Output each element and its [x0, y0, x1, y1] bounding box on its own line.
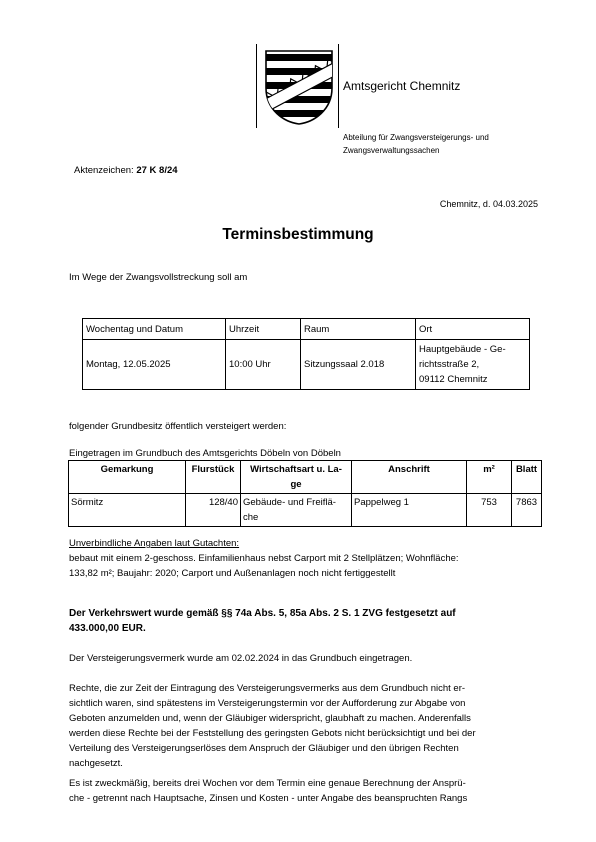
file-number-value: 27 K 8/24 [136, 165, 178, 176]
art-header-line1: Wirtschaftsart u. La- [250, 464, 342, 475]
art-header [241, 461, 352, 494]
appointment-room: Sitzungssaal 2.018 [301, 340, 416, 390]
col-date-header: Wochentag und Datum [83, 319, 226, 340]
appointment-date: Montag, 12.05.2025 [83, 340, 226, 390]
value-line2: 433.000,00 EUR. [69, 623, 146, 634]
court-name: Amtsgericht Chemnitz [343, 79, 461, 93]
col-time-header: Uhrzeit [226, 319, 301, 340]
rights-line: Verteilung des Versteigerungserlöses dem Anspruch der Gläubiger und den übrigen Rechten [69, 743, 459, 754]
expert-line2: 133,82 m²; Baujahr: 2020; Carport und Außenanlagen noch nicht fertiggestellt [69, 568, 396, 579]
advice-line: che - getrennt nach Hauptsache, Zinsen und Kosten - unter Angabe des beanspruchten Rangs [69, 793, 468, 804]
appointment-header-row [83, 319, 530, 340]
value-line1: Der Verkehrswert wurde gemäß §§ 74a Abs. 5, 85a Abs. 2 S. 1 ZVG festgesetzt auf [69, 608, 456, 619]
header-divider-right [338, 44, 339, 128]
gemarkung-value: Sörmitz [69, 494, 186, 527]
expert-section [69, 536, 541, 581]
art-header-line2: ge [290, 479, 302, 490]
department-line2: Zwangsverwaltungssachen [343, 145, 440, 155]
col-room-header: Raum [301, 319, 416, 340]
registration-note: Der Versteigerungsvermerk wurde am 02.02.2024 in das Grundbuch eingetragen. [69, 653, 413, 664]
property-header-row [69, 461, 542, 494]
appointment-place [416, 340, 530, 390]
market-value-statement [69, 606, 541, 636]
rights-line: nachgesetzt. [69, 758, 123, 769]
advice-line: Es ist zweckmäßig, bereits drei Wochen vor dem Termin eine genaue Berechnung der Ansprü- [69, 778, 466, 789]
flurstueck-header: Flurstück [186, 461, 241, 494]
place-line3: 09112 Chemnitz [419, 374, 488, 385]
flurstueck-value: 128/40 [186, 494, 241, 527]
department [343, 132, 489, 157]
expert-heading: Unverbindliche Angaben laut Gutachten: [69, 538, 240, 549]
place-line1: Hauptgebäude - Ge- [419, 344, 506, 355]
rights-line: werden diese Rechte bei der Feststellung des geringsten Gebots nicht berücksichtigt und bei der [69, 728, 476, 739]
department-line1: Abteilung für Zwangsversteigerungs- und [343, 133, 489, 142]
blatt-value: 7863 [512, 494, 542, 527]
document-title: Terminsbestimmung [222, 226, 374, 243]
art-value [241, 494, 352, 527]
col-place-header: Ort [416, 319, 530, 340]
intro-text: Im Wege der Zwangsvollstreckung soll am [69, 272, 248, 283]
place-line2: richtsstraße 2, [419, 359, 480, 370]
m2-header: m² [467, 461, 512, 494]
rights-line: sichtlich waren, sind spätestens im Versteigerungstermin vor der Aufforderung zur Abgabe von [69, 698, 466, 709]
land-register-note: Eingetragen im Grundbuch des Amtsgerichts Döbeln von Döbeln [69, 448, 341, 459]
header-divider-left [256, 44, 257, 128]
anschrift-value: Pappelweg 1 [352, 494, 467, 527]
appointment-row [83, 340, 530, 390]
gemarkung-header: Gemarkung [69, 461, 186, 494]
property-table [68, 460, 542, 527]
expert-line1: bebaut mit einem 2-geschoss. Einfamilienhaus nebst Carport mit 2 Stellplätzen; Wohnfläche: [69, 553, 459, 564]
art-value-line1: Gebäude- und Freiflä- [243, 497, 336, 508]
rights-line: Geboten anzumelden und, wenn der Gläubiger widerspricht, glaubhaft zu machen. Anderenfalls [69, 713, 471, 724]
file-number-label: Aktenzeichen: [74, 165, 134, 176]
appointment-table [82, 318, 530, 390]
advice-paragraph [69, 776, 541, 806]
file-number [74, 165, 178, 176]
blatt-header: Blatt [512, 461, 542, 494]
art-value-line2: che [243, 512, 259, 523]
m2-value: 753 [467, 494, 512, 527]
rights-line: Rechte, die zur Zeit der Eintragung des Versteigerungsvermerks aus dem Grundbuch nicht er- [69, 683, 466, 694]
rights-paragraph [69, 681, 541, 771]
anschrift-header: Anschrift [352, 461, 467, 494]
property-intro: folgender Grundbesitz öffentlich versteigert werden: [69, 421, 287, 432]
place-date: Chemnitz, d. 04.03.2025 [439, 199, 538, 209]
appointment-time: 10:00 Uhr [226, 340, 301, 390]
property-row [69, 494, 542, 527]
saxony-coat-of-arms-logo [262, 48, 336, 126]
